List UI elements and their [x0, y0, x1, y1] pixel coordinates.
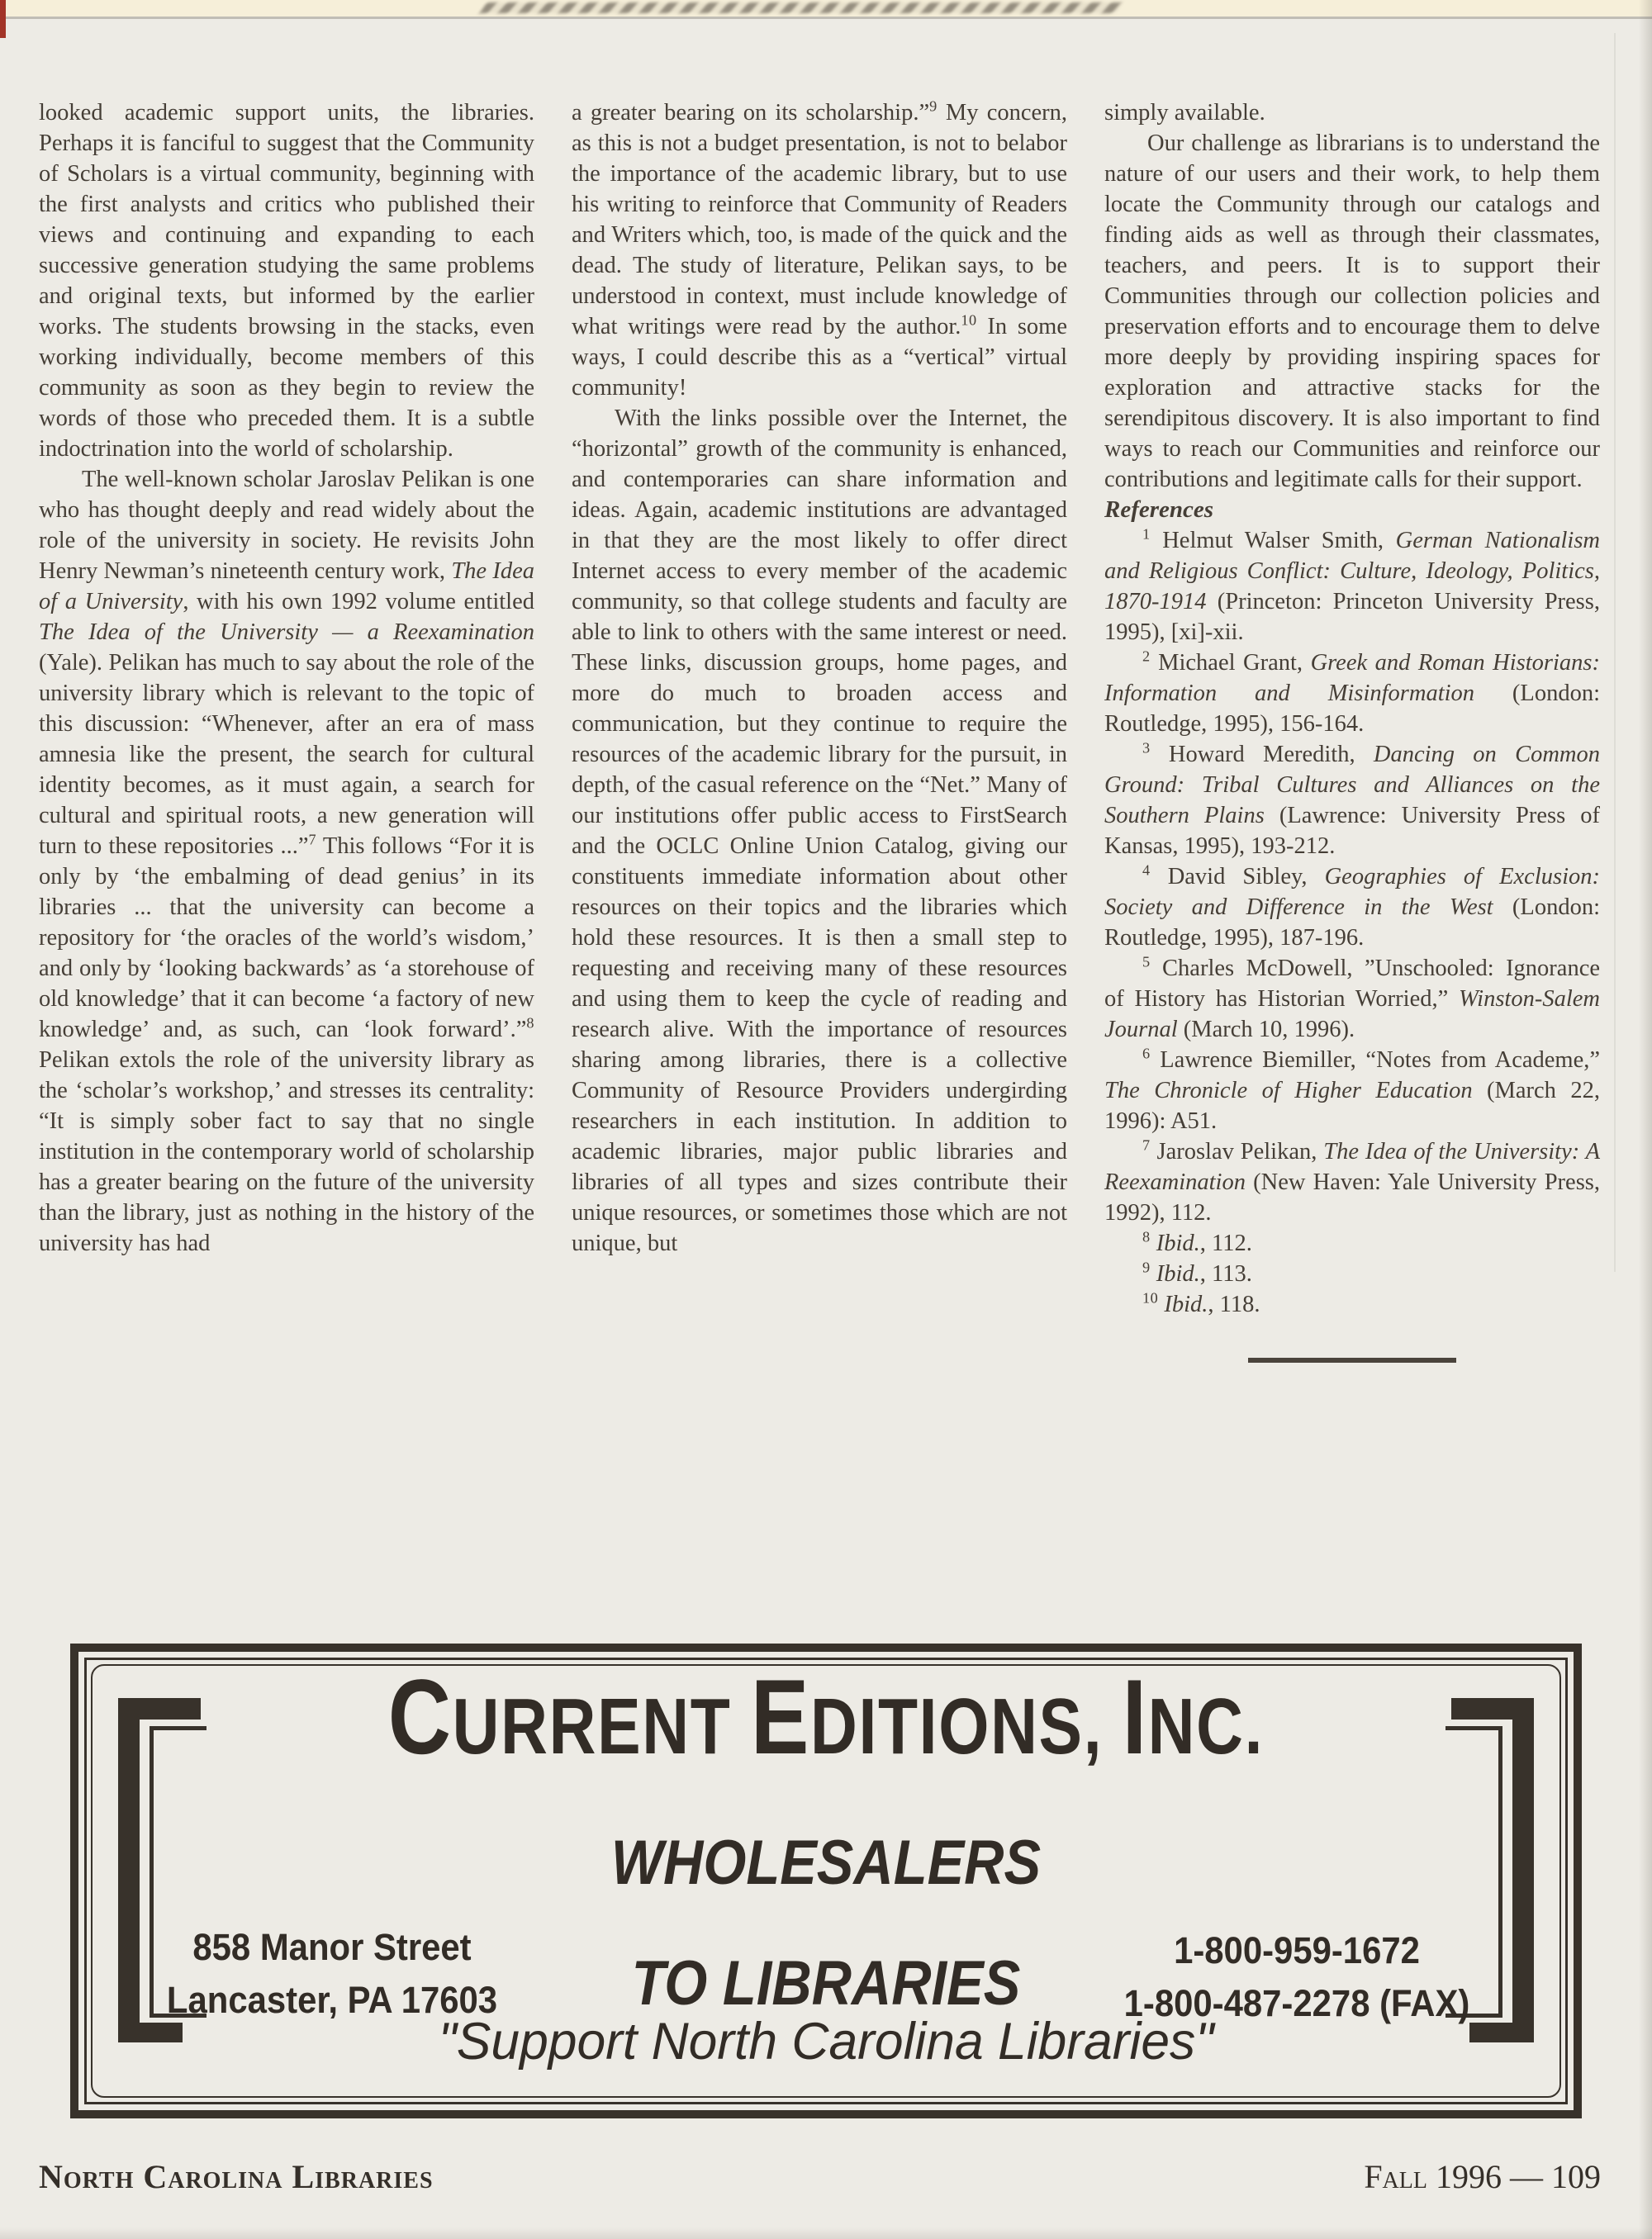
scan-bottom-shadow [0, 2227, 1652, 2239]
reference-item: $^1$ Helmut Walser Smith, German Nationalism and Religious Conflict: Culture, Ideology, Politics, 1870-1914 (Princeton: Princeton University Press, 1995), [xi]-xii. [1104, 525, 1600, 645]
body-paragraph: The well-known scholar Jaroslav Pelikan is one who has thought deeply and read widely about the role of the university in society. He revisits John Henry Newman’s nineteenth century work, The Idea of a University, with his own 1992 volume entitled The Idea of the University — a Reexamination (Yale). Pelikan has much to say about the role of the university library which is relevant to the topic of this discussion: “Whenever, after an era of mass amnesia like the present, the search for cultural identity becomes, as it must again, a search for cultural and spiritual roots, a new generation will turn to these repositories ...”$^7$ This follows “For it is only by ‘the embalming of dead genius’ in its libraries ... that the university can become a repository for ‘the oracles of the world’s wisdom,’ and only by ‘looking backwards’ as ‘a storehouse of old knowledge’ that it can become ‘a factory of new knowledge’ and, as such, can ‘look forward’.”$^8$ Pelikan extols the role of the university library as the ‘scholar’s workshop,’ and stresses its centrality: “It is simply sober fact to say that no single institution in the contemporary world of scholarship has a greater bearing on the future of the university than the library, just as nothing in the history of the university has had [39, 467, 534, 1256]
column-3 [1104, 97, 1600, 1363]
reference-item: $^9$ Ibid., 113. [1142, 1259, 1252, 1287]
article-body [39, 97, 1600, 1363]
ad-address-street: 858 Manor Street [192, 1926, 472, 1968]
article-end-rule [1248, 1358, 1456, 1363]
reference-item: $^8$ Ibid., 112. [1142, 1228, 1252, 1256]
reference-item: $^4$ David Sibley, Geographies of Exclusion: Society and Difference in the West (London: Routledge, 1995), 187-196. [1104, 861, 1601, 951]
advertisement-current-editions [70, 1644, 1582, 2118]
reference-item: $^3$ Howard Meredith, Dancing on Common Ground: Tribal Cultures and Alliances on the Southern Plains (Lawrence: University Press of Kansas, 1995), 193-212. [1104, 739, 1600, 859]
body-paragraph: With the links possible over the Internet, the “horizontal” growth of the community is enhanced, and contemporaries can share information and ideas. Again, academic institutions are advantaged in that they are the most likely to offer direct Internet access to every member of the academic community, so that college students and faculty are able to link to others with the same interest or need. These links, discussion groups, home pages, and more do much to broaden access and communication, but they continue to require the resources of the academic library for the pursuit, in depth, of the casual reference on the “Net.” Many of our institutions offer public access to FirstSearch and the OCLC Online Union Catalog, giving our constituents immediate information about other resources on their topics and the libraries which hold these resources. It is then a small step to requesting and receiving many of these resources and using them to keep the cycle of reading and research alive. With the importance of resources sharing among libraries, there is a collective Community of Resource Providers undergirding researchers in each institution. In addition to academic libraries, major public libraries and libraries of all types and sizes contribute their unique resources, or sometimes those which are not unique, but [572, 406, 1067, 1256]
references-heading: References [1104, 496, 1214, 523]
body-paragraph: a greater bearing on its scholarship.”$^9$ My concern, as this is not a budget presentation, is not to belabor the importance of the academic library, but to use his writing to reinforce that Community of Readers and Writers which, too, is made of the quick and the dead. The study of literature, Pelikan says, to be understood in context, must include knowledge of what writings were read by the author.$^{10}$ In some ways, I could describe this as a “vertical” virtual community! [572, 97, 1068, 401]
reference-item: $^5$ Charles McDowell, ”Unschooled: Ignorance of History has Historian Worried,” Winston-Salem Journal (March 10, 1996). [1104, 953, 1600, 1042]
reference-item: $^{10}$ Ibid., 118. [1142, 1289, 1260, 1317]
ad-address [159, 1921, 506, 2027]
ad-subtitle-wholesalers: WHOLESALERS [610, 1828, 1042, 1898]
ad-phone: 1-800-959-1672 [1174, 1929, 1420, 1971]
column-2 [572, 97, 1067, 1363]
ad-fax: 1-800-487-2278 (FAX) [1123, 1982, 1470, 2024]
scan-edge-line [0, 17, 1652, 19]
scan-showthrough-smudge [479, 2, 1123, 13]
body-paragraph: looked academic support units, the libraries. Perhaps it is fanciful to suggest that the Community of Scholars is a virtual community, beginning with the first analysts and critics who published their views and continuing and expanding to each successive generation studying the same problems and original texts, but informed by the earlier works. The students browsing in the stacks, even working individually, become members of this community as soon as they begin to review the words of those who preceded them. It is a subtle indoctrination into the world of scholarship. [39, 100, 534, 462]
body-paragraph: simply available. [1104, 100, 1265, 126]
ad-subtitle-to-libraries: TO LIBRARIES [631, 1948, 1021, 2018]
issue-page-number: Fall 1996 — 109 [1364, 2158, 1601, 2195]
reference-item: $^6$ Lawrence Biemiller, “Notes from Academe,” The Chronicle of Higher Education (March 22, 1996): A51. [1104, 1045, 1600, 1134]
reference-item: $^2$ Michael Grant, Greek and Roman Historians: Information and Misinformation (London: Routledge, 1995), 156-164. [1104, 648, 1601, 737]
body-paragraph: Our challenge as librarians is to understand the nature of our users and their work, to help them locate the Community through our catalogs and finding aids as well as through their classmates, teachers, and peers. It is to support their Communities through our collection policies and preservation efforts and to encourage them to delve more deeply by providing inspiring spaces for exploration and attractive stacks for the serendipitous discovery. It is also important to find ways to reach our Communities and reinforce our contributions and legitimate calls for their support. [1104, 130, 1600, 492]
scan-right-shadow [1639, 0, 1652, 2239]
column-1 [39, 97, 534, 1363]
ad-company-name: CURRENT EDITIONS, INC. [387, 1658, 1265, 1776]
ad-slogan: "Support North Carolina Libraries" [438, 2013, 1214, 2071]
scan-red-artifact [0, 0, 6, 38]
ad-address-city: Lancaster, PA 17603 [166, 1979, 498, 2021]
journal-title-footer: North Carolina Libraries [39, 2158, 434, 2195]
reference-item: $^7$ Jaroslav Pelikan, The Idea of the University: A Reexamination (New Haven: Yale University Press, 1992), 112. [1104, 1136, 1600, 1226]
scan-crease [1614, 33, 1616, 1272]
